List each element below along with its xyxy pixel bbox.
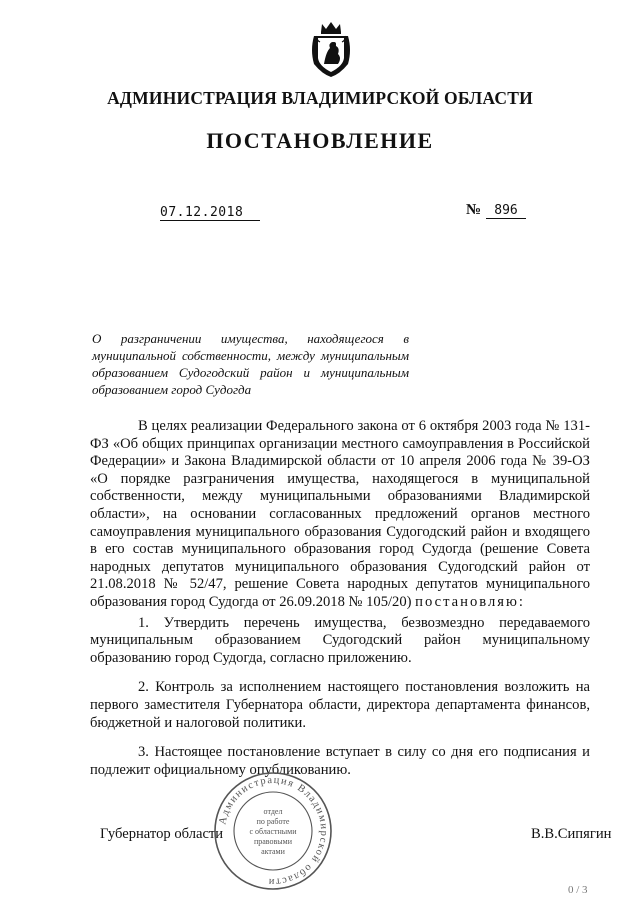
resolve-word: постановляю: (415, 593, 525, 610)
stamp-ring-text: Администрация Владимирской области (217, 774, 330, 888)
stamp-center-line: по работе (256, 817, 290, 826)
signatory-position: Губернатор области (100, 826, 224, 842)
stamp-center-line: актами (261, 847, 285, 856)
stamp-center-line: с областными (249, 827, 297, 836)
document-body (90, 418, 590, 791)
page-corner-mark: 0 / 3 (568, 884, 588, 896)
signatory-name: В.В.Сипягин (531, 826, 612, 842)
subject-line: О разграничении имущества, находящегося в (92, 331, 409, 346)
document-date: 07.12.2018 (160, 205, 260, 221)
subject-line: муниципальной собственности, между муниципальным (92, 348, 409, 363)
official-stamp (212, 770, 334, 892)
coat-of-arms-icon (308, 20, 354, 78)
subject-line: образованием город Судогда (92, 382, 252, 397)
document-number: 896 (486, 203, 526, 219)
stamp-center-line: отдел (263, 807, 283, 816)
subject-line: образованием Судогодский район и муниципальным (92, 365, 409, 380)
stamp-center-line: правовыми (253, 837, 293, 846)
item-1-paragraph: 1. Утвердить перечень имущества, безвозмездно передаваемого муниципальным образованием Судогодский район муниципальному образованию город Судогда, согласно приложению. (90, 614, 590, 666)
item-3-paragraph: 3. Настоящее постановление вступает в силу со дня его подписания и подлежит официальному опубликованию. (90, 744, 590, 778)
number-label: № (466, 202, 482, 218)
item-2-paragraph: 2. Контроль за исполнением настоящего постановления возложить на первого заместителя Губернатора области, директора департамента финансов, бюджетной и налоговой политики. (90, 679, 590, 731)
preamble-text: В целях реализации Федерального закона от 6 октября 2003 года № 131-ФЗ «Об общих принципах организации местного самоуправления в Российской Федерации» и Закона Владимирской области от 10 апреля 2006 года № 39-ОЗ «О порядке разграничения имущества, находящегося в муниципальной собственности, между муниципальными образованиями Владимирской области», на основании согласованных предложений органов местного самоуправления муниципального образования Судогодский район и входящего в его состав муниципального образования город Судогда (решение Совета народных депутатов муниципального образования Судогодский район от 21.08.2018 № 52/47, решение Совета народных депутатов муниципального образования город Судогда от 26.09.2018 № 105/20) (90, 418, 590, 610)
organization-name: АДМИНИСТРАЦИЯ ВЛАДИМИРСКОЙ ОБЛАСТИ (107, 88, 533, 108)
document-subject (92, 330, 409, 398)
document-type-title: ПОСТАНОВЛЕНИЕ (206, 128, 434, 153)
preamble-paragraph (90, 418, 590, 612)
